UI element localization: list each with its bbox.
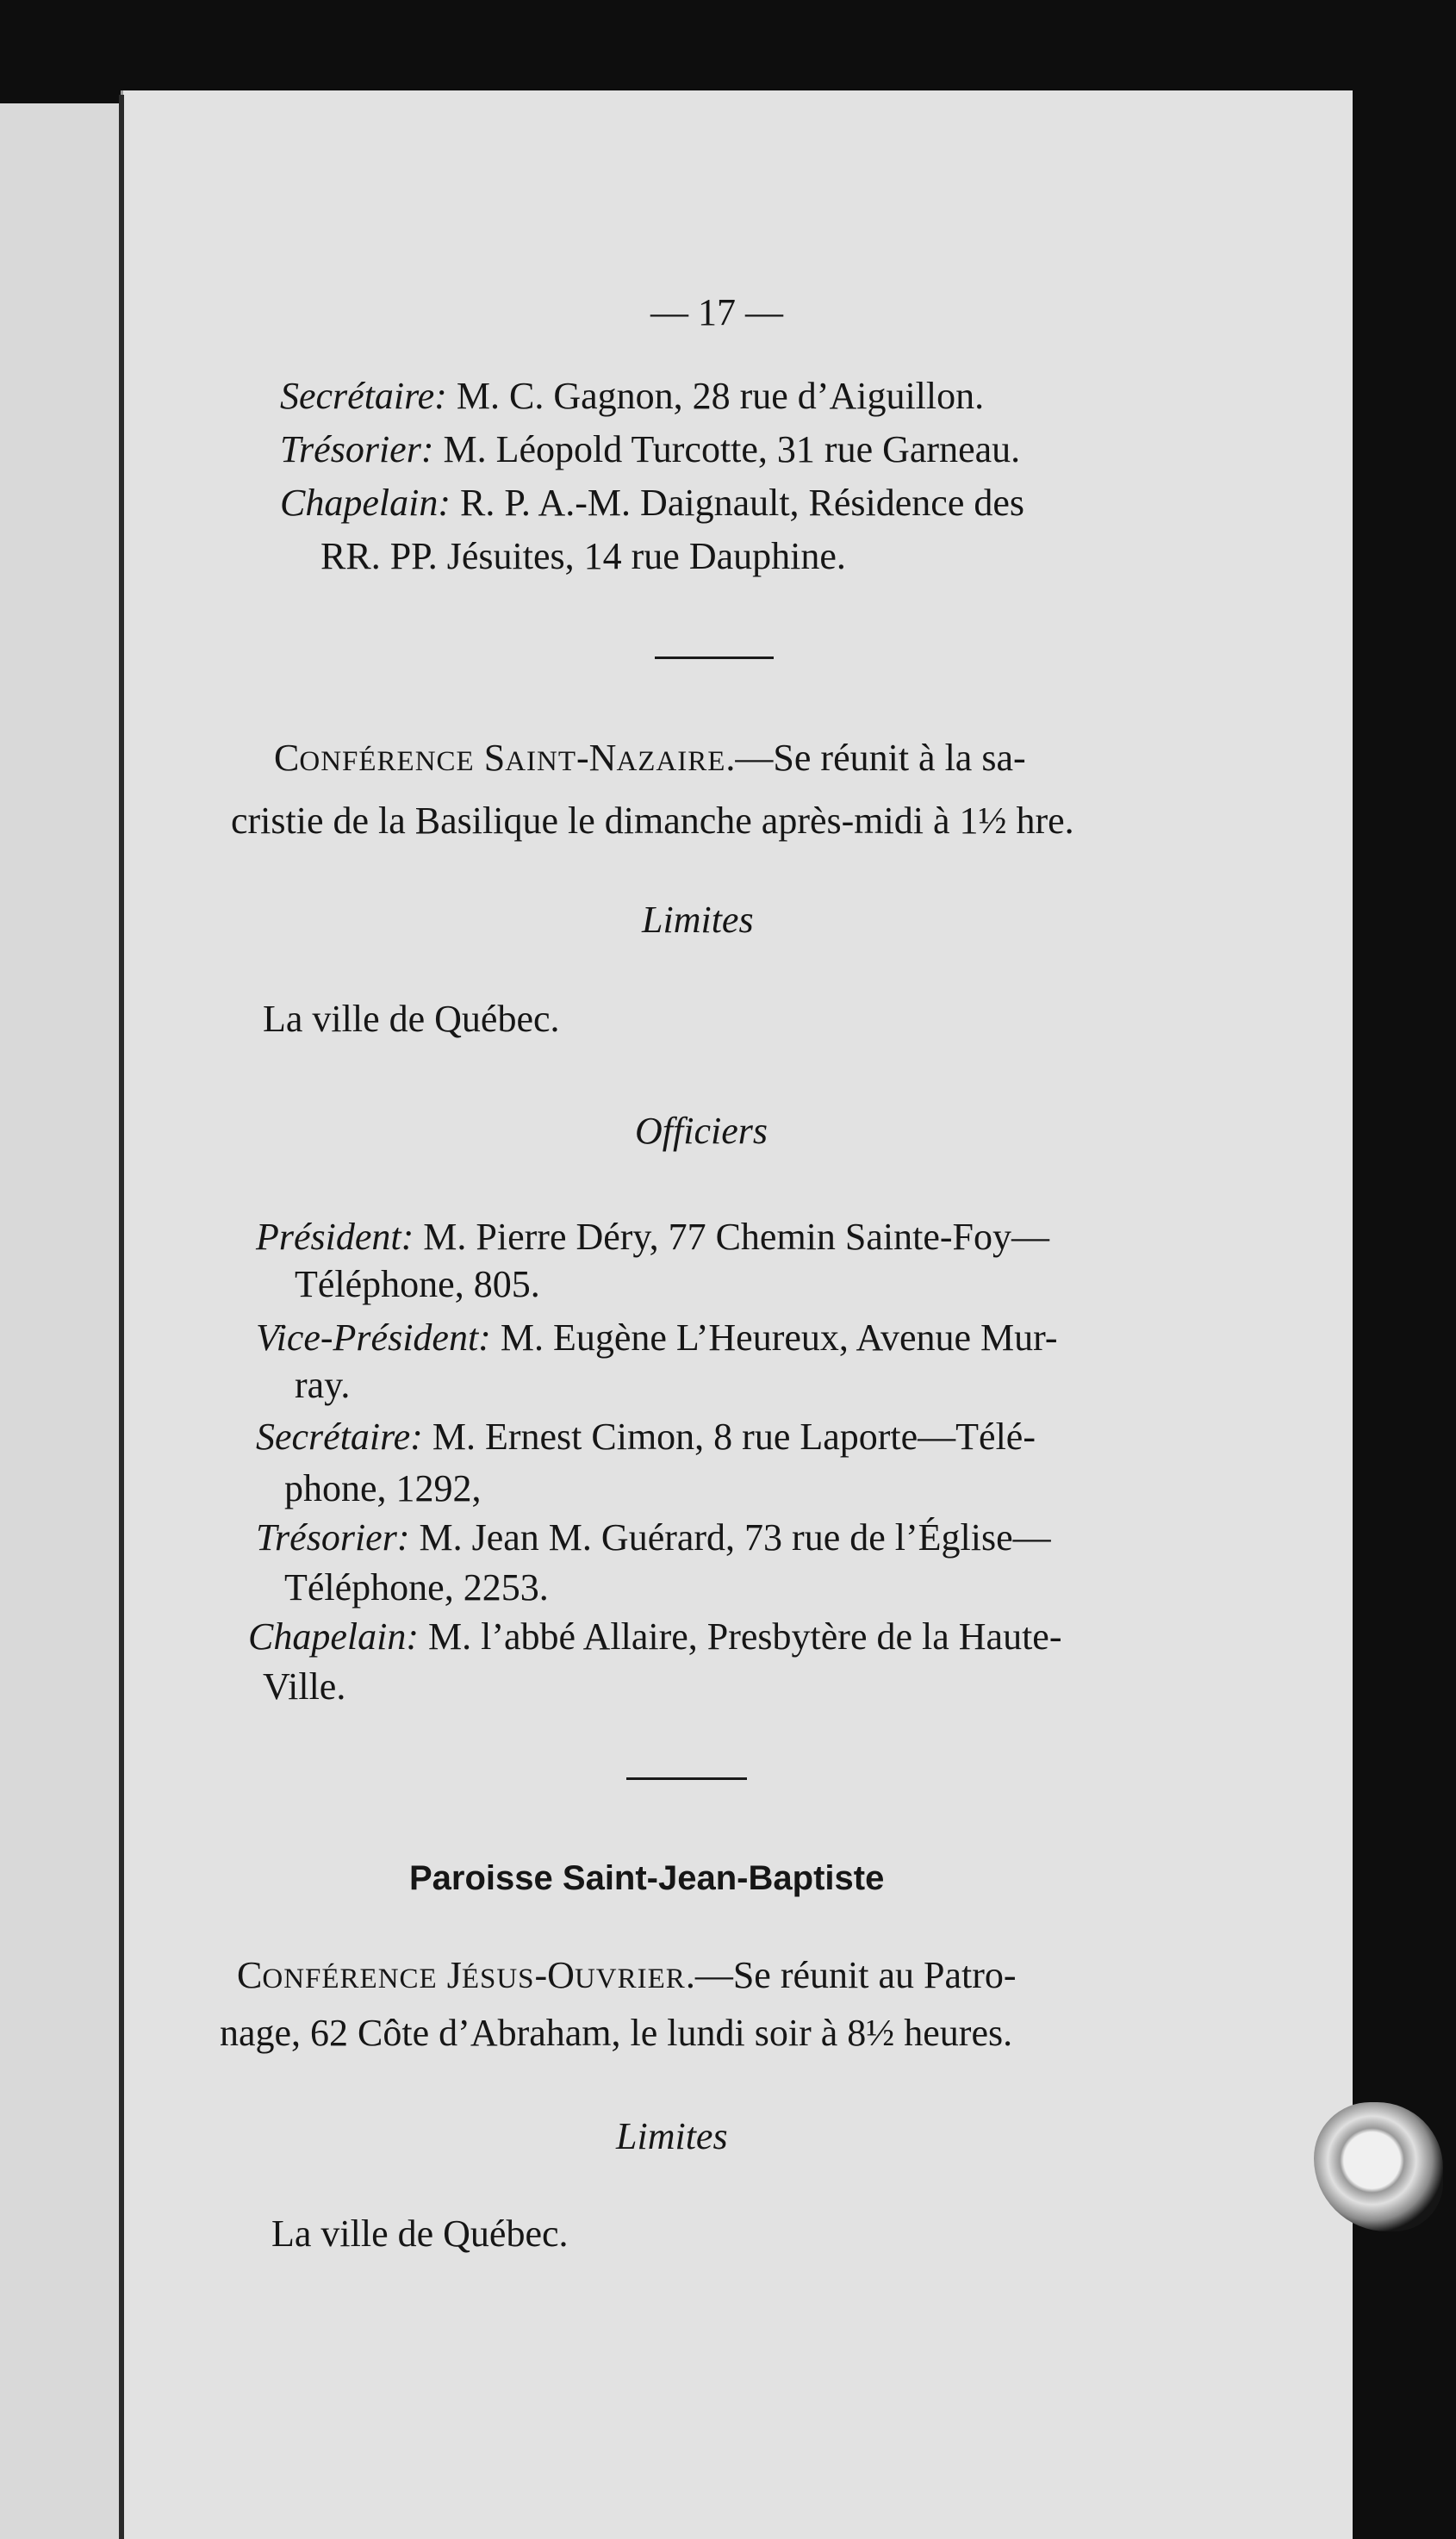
chapelain-continuation: RR. PP. Jésuites, 14 rue Dauphine. xyxy=(320,535,846,577)
vice-president-line xyxy=(256,1314,1058,1362)
secretaire-label: Secrétaire: xyxy=(280,375,447,417)
limites-text-2: La ville de Québec. xyxy=(271,2212,569,2255)
president-line xyxy=(256,1213,1049,1261)
secretaire-line xyxy=(280,372,984,420)
adjacent-page-edge xyxy=(0,103,129,2539)
sc-letter: S xyxy=(474,737,506,779)
chapelain-line xyxy=(280,479,1024,527)
president-continuation: Téléphone, 805. xyxy=(295,1263,540,1305)
sc-word: UVRIER xyxy=(574,1963,686,1994)
chapelain-label: Chapelain: xyxy=(280,482,451,524)
sc-word: ONFÉRENCE xyxy=(262,1963,438,1994)
officiers-heading: Officiers xyxy=(635,1110,768,1152)
chapelain-officier-text: M. l’abbé Allaire, Presbytère de la Haute- xyxy=(418,1615,1062,1658)
tresorier-officier-label: Trésorier: xyxy=(256,1516,410,1559)
chapelain-text: R. P. A.-M. Daignault, Résidence des xyxy=(450,482,1025,524)
sc-word: AZAIRE xyxy=(616,746,726,777)
page-number: — 17 — xyxy=(650,291,783,333)
secretaire-officier-continuation: phone, 1292, xyxy=(284,1467,482,1509)
tresorier-officier-continuation: Téléphone, 2253. xyxy=(284,1566,549,1609)
conference-jesus-ouvrier-line-2: nage, 62 Côte d’Abraham, le lundi soir à 8½ heures. xyxy=(220,2012,1013,2054)
chapelain-officier-continuation: Ville. xyxy=(263,1665,346,1708)
vice-president-label: Vice-Président: xyxy=(256,1316,491,1359)
chapelain-officier-label: Chapelain: xyxy=(248,1615,419,1658)
sc-word: AINT xyxy=(505,746,576,777)
tresorier-text: M. Léopold Turcotte, 31 rue Garneau. xyxy=(433,428,1021,470)
sc-letter: C xyxy=(274,737,300,779)
conference-text: .—Se réunit à la sa- xyxy=(725,737,1026,779)
sc-letter: J xyxy=(437,1954,462,1996)
sc-letter: C xyxy=(237,1954,263,1996)
page-fold-shadow xyxy=(119,95,124,2539)
tresorier-officier-text: M. Jean M. Guérard, 73 rue de l’Église— xyxy=(409,1516,1051,1559)
vice-president-text: M. Eugène L’Heureux, Avenue Mur- xyxy=(490,1316,1058,1359)
sc-letter: -O xyxy=(534,1954,575,1996)
paroisse-heading: Paroisse Saint-Jean-Baptiste xyxy=(409,1859,885,1897)
sc-word: ONFÉRENCE xyxy=(299,746,475,777)
secretaire-officier-text: M. Ernest Cimon, 8 rue Laporte—Télé- xyxy=(422,1416,1036,1458)
sc-letter: -N xyxy=(576,737,617,779)
section-divider xyxy=(626,1777,747,1780)
president-label: Président: xyxy=(256,1216,414,1258)
sc-word: ÉSUS xyxy=(461,1963,535,1994)
limites-heading: Limites xyxy=(642,899,754,941)
limites-text: La ville de Québec. xyxy=(263,998,560,1040)
conference-saint-nazaire-line xyxy=(274,734,1026,786)
secretaire-text: M. C. Gagnon, 28 rue d’Aiguillon. xyxy=(446,375,985,417)
president-text: M. Pierre Déry, 77 Chemin Sainte-Foy— xyxy=(414,1216,1050,1258)
tresorier-officier-line xyxy=(256,1514,1051,1562)
conference-jesus-ouvrier-line xyxy=(237,1951,1017,2003)
limites-heading-2: Limites xyxy=(616,2115,728,2157)
conference-text: .—Se réunit au Patro- xyxy=(685,1954,1017,1996)
tresorier-label: Trésorier: xyxy=(280,428,434,470)
vice-president-continuation: ray. xyxy=(295,1364,351,1406)
section-divider xyxy=(655,657,774,659)
chapelain-officier-line xyxy=(248,1613,1061,1661)
secretaire-officier-line xyxy=(256,1413,1036,1461)
conference-saint-nazaire-line-2: cristie de la Basilique le dimanche après-midi à 1½ hre. xyxy=(231,800,1074,842)
secretaire-officier-label: Secrétaire: xyxy=(256,1416,423,1458)
tresorier-line xyxy=(280,426,1020,474)
